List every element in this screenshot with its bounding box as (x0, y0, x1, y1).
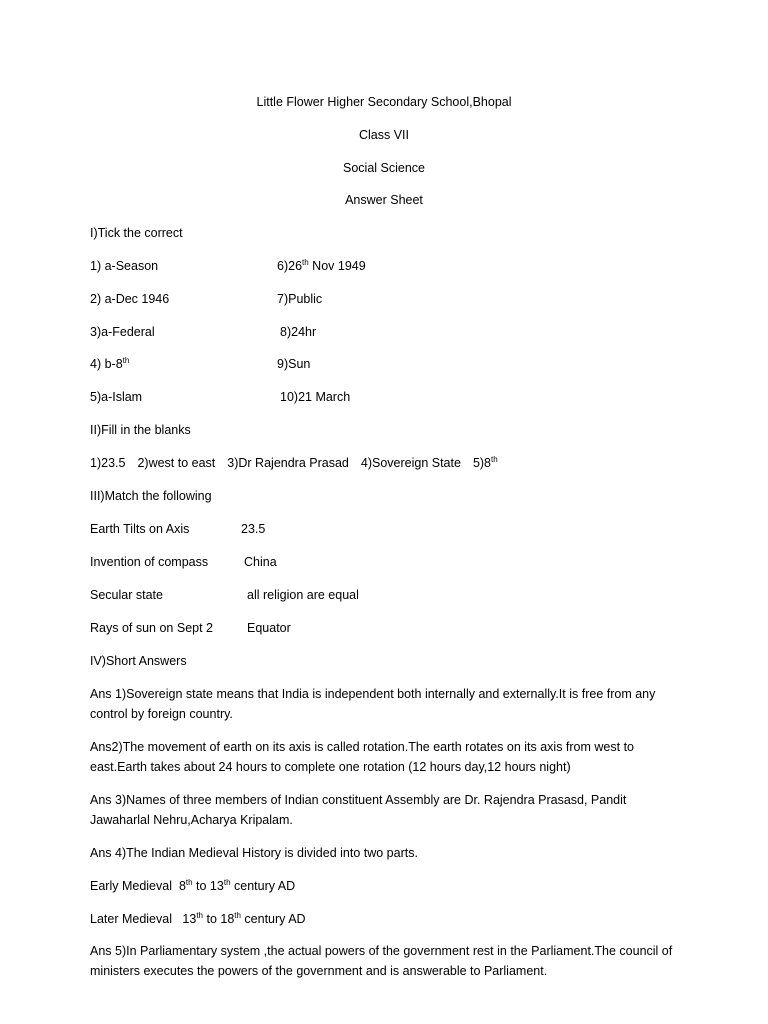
later-medieval-line: Later Medieval 13th to 18th century AD (90, 911, 306, 926)
short-answer-4: Ans 4)The Indian Medieval History is divided into two parts. (90, 846, 418, 860)
tick-answer-9: 9)Sun (277, 357, 311, 371)
match-right-2: China (244, 555, 277, 569)
tick-answer-10: 10)21 March (280, 390, 351, 404)
tick-answer-3: 3)a-Federal (90, 325, 155, 339)
subject-title: Social Science (343, 161, 425, 175)
class-title: Class VII (358, 128, 409, 142)
match-right-1: 23.5 (241, 522, 266, 536)
fill-heading: II)Fill in the blanks (90, 423, 191, 437)
match-left-1: Earth Tilts on Axis (90, 522, 190, 536)
tick-heading: I)Tick the correct (90, 226, 183, 240)
school-name: Little Flower Higher Secondary School,Bhopal (256, 95, 512, 109)
tick-answer-2: 2) a-Dec 1946 (90, 292, 170, 306)
early-medieval-line: Early Medieval 8th to 13th century AD (90, 878, 296, 893)
match-left-3: Secular state (90, 588, 163, 602)
tick-answer-5: 5)a-Islam (90, 390, 143, 404)
match-right-4: Equator (247, 621, 291, 635)
short-heading: IV)Short Answers (90, 654, 187, 668)
tick-answer-1: 1) a-Season (90, 259, 159, 273)
short-answer-2: Ans2)The movement of earth on its axis is called rotation.The earth rotates on its axis from west to east.Earth takes about 24 hours to complete one rotation (12 hours day,12 hours night) (90, 740, 634, 774)
short-answer-5: Ans 5)In Parliamentary system ,the actual powers of the government rest in the Parliament.The council of ministers executes the powers of the government and is answerable to Parliament. (90, 944, 673, 978)
short-answer-1: Ans 1)Sovereign state means that India is independent both internally and externally.It is free from any control by foreign country. (90, 687, 656, 721)
sheet-title: Answer Sheet (345, 193, 423, 207)
tick-answer-8: 8)24hr (280, 325, 317, 339)
match-left-2: Invention of compass (90, 555, 209, 569)
match-heading: III)Match the following (90, 489, 212, 503)
tick-answer-7: 7)Public (277, 292, 323, 306)
short-answer-3: Ans 3)Names of three members of Indian constituent Assembly are Dr. Rajendra Prasasd, Pandit Jawaharlal Nehru,Acharya Kripalam. (90, 793, 627, 827)
match-left-4: Rays of sun on Sept 2 (90, 621, 213, 635)
fill-answers: 1)23.5 2)west to east 3)Dr Rajendra Prasad 4)Sovereign State 5)8th (90, 455, 498, 470)
match-right-3: all religion are equal (247, 588, 359, 602)
tick-answer-6: 6)26th Nov 1949 (277, 258, 366, 273)
tick-answer-4: 4) b-8th (90, 356, 130, 371)
